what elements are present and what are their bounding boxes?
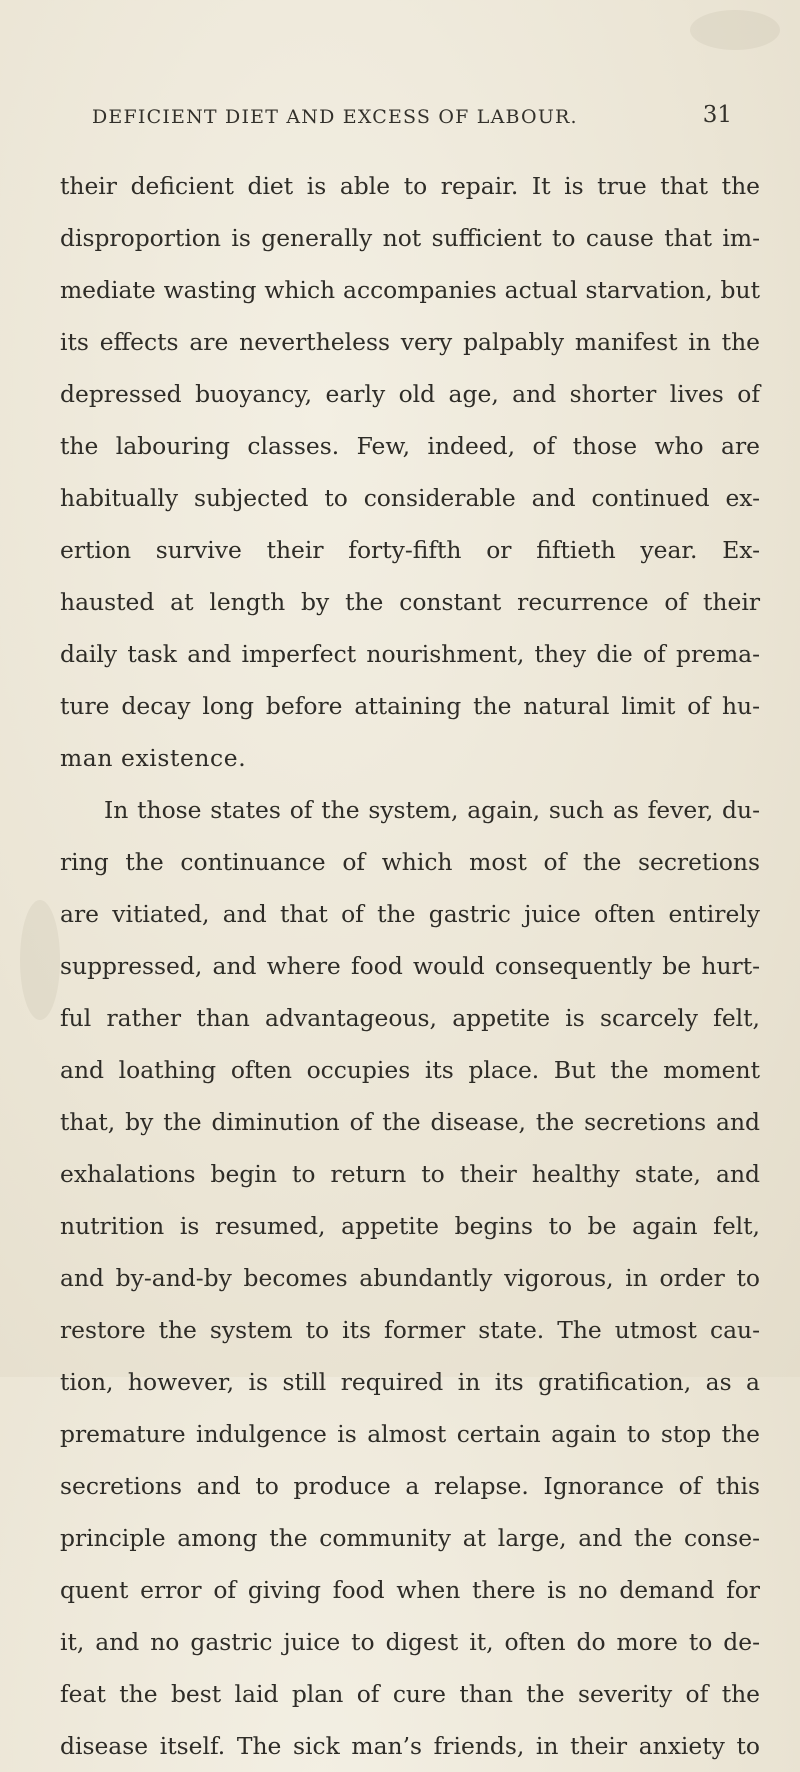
- body-text: [60, 160, 760, 1772]
- text-line: feat the best laid plan of cure than the severity of the: [60, 1680, 760, 1708]
- text-line-paragraph-start: In those states of the system, again, such as fever, du-: [104, 796, 760, 824]
- text-line: disproportion is generally not sufficient to cause that im-: [60, 224, 760, 252]
- text-line: disease itself. The sick man’s friends, in their anxiety to: [60, 1732, 760, 1760]
- text-line: secretions and to produce a relapse. Ignorance of this: [60, 1472, 760, 1500]
- text-line: premature indulgence is almost certain again to stop the: [60, 1420, 760, 1448]
- running-head: [92, 102, 732, 136]
- text-line: ture decay long before attaining the natural limit of hu-: [60, 692, 760, 720]
- text-line: restore the system to its former state. The utmost cau-: [60, 1316, 760, 1344]
- text-line: the labouring classes. Few, indeed, of those who are: [60, 432, 760, 460]
- text-line: tion, however, is still required in its gratification, as a: [60, 1368, 760, 1396]
- text-line: daily task and imperfect nourishment, they die of prema-: [60, 640, 760, 668]
- text-line: it, and no gastric juice to digest it, often do more to de-: [60, 1628, 760, 1656]
- text-line: ful rather than advantageous, appetite is scarcely felt,: [60, 1004, 760, 1032]
- text-line: and loathing often occupies its place. But the moment: [60, 1056, 760, 1084]
- text-line: quent error of giving food when there is no demand for: [60, 1576, 760, 1604]
- text-line: ertion survive their forty-fifth or fiftieth year. Ex-: [60, 536, 760, 564]
- text-line: exhalations begin to return to their healthy state, and: [60, 1160, 760, 1188]
- text-line: are vitiated, and that of the gastric juice often entirely: [60, 900, 760, 928]
- text-line: their deficient diet is able to repair. It is true that the: [60, 172, 760, 200]
- text-line: mediate wasting which accompanies actual starvation, but: [60, 276, 760, 304]
- text-line: nutrition is resumed, appetite begins to be again felt,: [60, 1212, 760, 1240]
- paper-stain: [690, 10, 780, 50]
- text-line: depressed buoyancy, early old age, and shorter lives of: [60, 380, 760, 408]
- text-line: ring the continuance of which most of the secretions: [60, 848, 760, 876]
- text-line: habitually subjected to considerable and continued ex-: [60, 484, 760, 512]
- page-number: 31: [702, 102, 732, 128]
- text-line: suppressed, and where food would consequently be hurt-: [60, 952, 760, 980]
- text-line: hausted at length by the constant recurrence of their: [60, 588, 760, 616]
- text-line-paragraph-end: man existence.: [60, 744, 247, 772]
- running-title: DEFICIENT DIET AND EXCESS OF LABOUR.: [92, 106, 578, 128]
- text-line: that, by the diminution of the disease, the secretions and: [60, 1108, 760, 1136]
- text-line: principle among the community at large, and the conse-: [60, 1524, 760, 1552]
- text-line: its effects are nevertheless very palpably manifest in the: [60, 328, 760, 356]
- paper-stain: [20, 900, 60, 1020]
- text-line: and by-and-by becomes abundantly vigorous, in order to: [60, 1264, 760, 1292]
